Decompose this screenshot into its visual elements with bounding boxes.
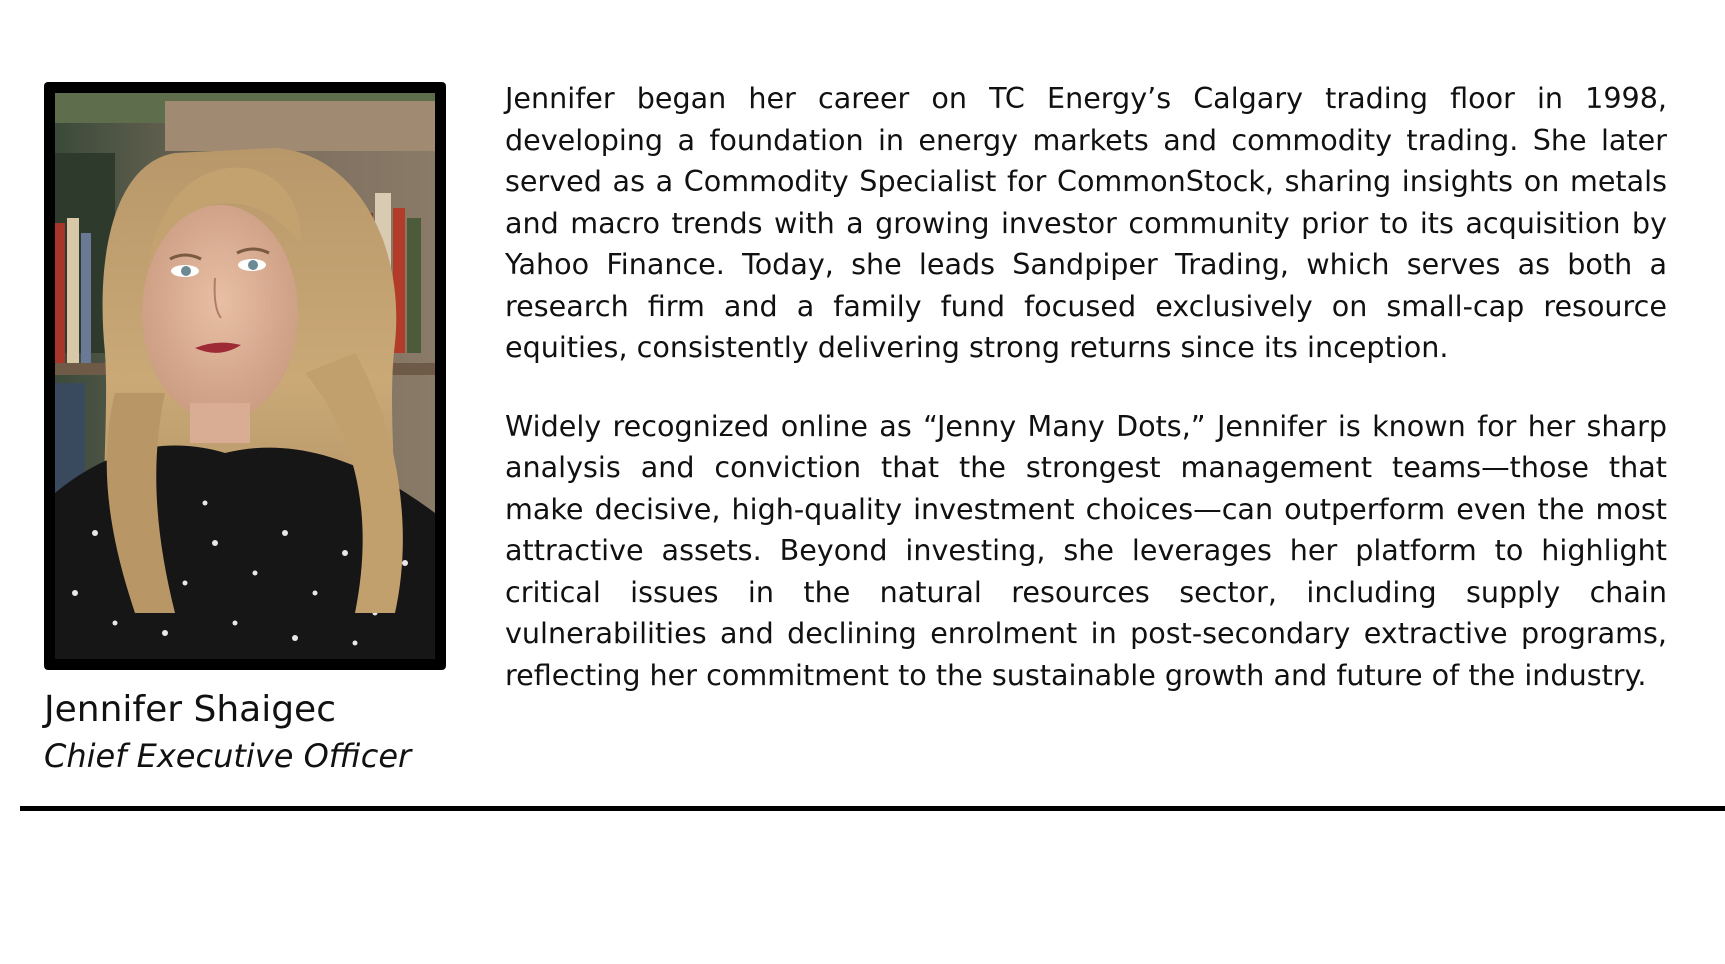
portrait-photo <box>44 82 446 670</box>
biography <box>505 78 1667 733</box>
person-name: Jennifer Shaigec <box>44 689 336 730</box>
portrait-image <box>55 93 435 659</box>
horizontal-divider <box>20 806 1725 811</box>
bio-paragraph: Jennifer began her career on TC Energy’s Calgary trading floor in 1998, developing a foundation in energy markets and commodity trading. She later served as a Commodity Specialist for CommonStock, sharing insights on metals and macro trends with a growing investor community prior to its acquisition by Yahoo Finance. Today, she leads Sandpiper Trading, which serves as both a research firm and a family fund focused exclusively on small-cap resource equities, consistently delivering strong returns since its inception. <box>505 81 1667 364</box>
bio-paragraph: Widely recognized online as “Jenny Many Dots,” Jennifer is known for her sharp analysis and conviction that the strongest management teams—those that make decisive, high-quality investment choices—can outperform even the most attractive assets. Beyond investing, she leverages her platform to highlight critical issues in the natural resources sector, including supply chain vulnerabilities and declining enrolment in post-secondary extractive programs, reflecting her commitment to the sustainable growth and future of the industry. <box>505 408 1667 692</box>
person-title: Chief Executive Officer <box>44 737 412 775</box>
